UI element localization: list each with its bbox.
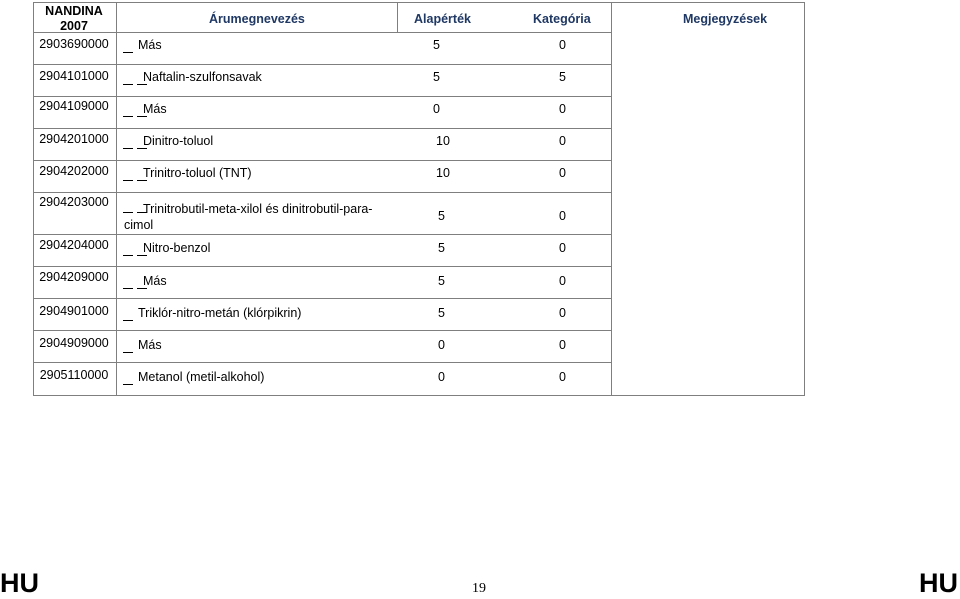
dash-icon: [123, 352, 133, 353]
header-code-line2: 2007: [60, 19, 88, 33]
row-divider: [116, 96, 611, 97]
tariff-code: 2903690000: [39, 37, 109, 51]
category-value: 0: [559, 209, 566, 223]
category-value: 0: [559, 166, 566, 180]
product-description: Más: [138, 38, 162, 52]
dash-icon: [137, 116, 147, 117]
row-divider: [116, 330, 611, 331]
header-base-rate: Alapérték: [414, 12, 471, 26]
category-value: 0: [559, 38, 566, 52]
footer-country-left: HU: [0, 568, 39, 598]
row-divider: [116, 128, 611, 129]
product-description: Metanol (metil-alkohol): [138, 370, 265, 384]
indent-dashes: [123, 45, 137, 59]
row-divider: [33, 298, 116, 299]
row-divider: [33, 192, 116, 193]
product-description: Trinitrobutil-meta-xilol és dinitrobutil-para-: [143, 202, 373, 216]
tariff-code: 2904202000: [39, 164, 109, 178]
base-rate-value: 0: [438, 338, 445, 352]
dash-icon: [123, 288, 133, 289]
page-number: 19: [472, 581, 486, 596]
product-description: Trinitro-toluol (TNT): [143, 166, 252, 180]
product-description: Naftalin-szulfonsavak: [143, 70, 262, 84]
category-value: 5: [559, 70, 566, 84]
header-code-line1: NANDINA: [45, 4, 103, 18]
dash-icon: [123, 84, 133, 85]
header-notes: Megjegyzések: [683, 12, 768, 26]
row-divider: [33, 160, 116, 161]
dash-icon: [137, 255, 147, 256]
dash-icon: [137, 148, 147, 149]
base-rate-value: 5: [438, 274, 445, 288]
indent-dashes: [123, 345, 137, 359]
row-divider: [33, 330, 116, 331]
dash-icon: [137, 288, 147, 289]
dash-icon: [123, 384, 133, 385]
category-value: 0: [559, 102, 566, 116]
tariff-table: [33, 2, 805, 396]
dash-icon: [137, 180, 147, 181]
product-description: Nitro-benzol: [143, 241, 211, 255]
column-divider: [397, 2, 398, 32]
indent-dashes: [123, 377, 137, 391]
base-rate-value: 0: [438, 370, 445, 384]
header-description: Árumegnevezés: [209, 12, 305, 26]
product-description: Más: [143, 102, 167, 116]
footer-country-right: HU: [919, 568, 958, 598]
row-divider: [116, 64, 611, 65]
category-value: 0: [559, 241, 566, 255]
row-divider: [116, 362, 611, 363]
dash-icon: [123, 116, 133, 117]
row-divider: [116, 32, 611, 33]
row-divider: [33, 64, 116, 65]
base-rate-value: 5: [433, 70, 440, 84]
column-divider: [611, 2, 612, 396]
product-description: Triklór-nitro-metán (klórpikrin): [138, 306, 302, 320]
row-divider: [116, 266, 611, 267]
row-divider: [116, 160, 611, 161]
row-divider: [33, 32, 116, 33]
category-value: 0: [559, 338, 566, 352]
tariff-code: 2904209000: [39, 270, 109, 284]
row-divider: [33, 128, 116, 129]
row-divider: [116, 298, 611, 299]
base-rate-value: 10: [436, 166, 450, 180]
table-border: [33, 2, 805, 396]
base-rate-value: 5: [438, 306, 445, 320]
dash-icon: [123, 52, 133, 53]
dash-icon: [123, 180, 133, 181]
tariff-code: 2905110000: [39, 368, 109, 382]
dash-icon: [137, 84, 147, 85]
product-description: Dinitro-toluol: [143, 134, 214, 148]
row-divider: [33, 266, 116, 267]
dash-icon: [123, 212, 133, 213]
tariff-code: 2904909000: [39, 336, 109, 350]
category-value: 0: [559, 370, 566, 384]
tariff-code: 2904201000: [39, 132, 109, 146]
dash-icon: [123, 255, 133, 256]
row-divider: [33, 96, 116, 97]
product-description: Más: [143, 274, 167, 288]
base-rate-value: 5: [438, 209, 445, 223]
product-description-continued: cimol: [124, 218, 154, 232]
category-value: 0: [559, 306, 566, 320]
row-divider: [116, 192, 611, 193]
base-rate-value: 10: [436, 134, 450, 148]
base-rate-value: 5: [433, 38, 440, 52]
tariff-code: 2904901000: [39, 304, 109, 318]
base-rate-value: 5: [438, 241, 445, 255]
tariff-code: 2904109000: [39, 99, 109, 113]
category-value: 0: [559, 274, 566, 288]
category-value: 0: [559, 134, 566, 148]
indent-dashes: [123, 313, 137, 327]
column-divider: [116, 2, 117, 396]
header-code: [33, 4, 115, 34]
header-category: Kategória: [533, 12, 591, 26]
row-divider: [33, 362, 116, 363]
tariff-code: 2904203000: [39, 195, 109, 209]
product-description: Más: [138, 338, 162, 352]
tariff-code: 2904204000: [39, 238, 109, 252]
tariff-code: 2904101000: [39, 69, 109, 83]
row-divider: [33, 234, 116, 235]
base-rate-value: 0: [433, 102, 440, 116]
dash-icon: [123, 320, 133, 321]
row-divider: [116, 234, 611, 235]
dash-icon: [123, 148, 133, 149]
